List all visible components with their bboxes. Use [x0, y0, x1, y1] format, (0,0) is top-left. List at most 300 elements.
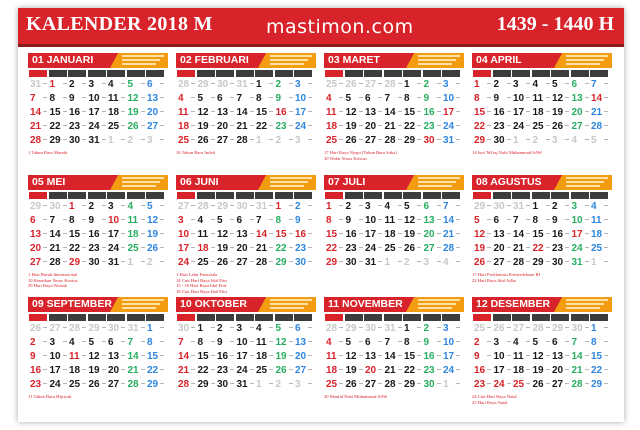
date-cell: 29	[69, 257, 89, 271]
date-cell: 31	[256, 201, 276, 215]
date-cell: 22	[474, 121, 494, 135]
date-cell: 30	[494, 135, 514, 149]
date-cell: 5	[217, 215, 237, 229]
date-cell: 3	[572, 201, 592, 215]
date-cell: 23	[424, 121, 444, 135]
date-cell: 26	[198, 135, 218, 149]
weekday-header	[68, 314, 86, 321]
date-cell: 20	[365, 365, 385, 379]
date-cell: 24	[513, 121, 533, 135]
weekday-header	[49, 70, 67, 77]
hijri-info-tab	[554, 175, 612, 190]
date-cell: 16	[552, 229, 572, 243]
holiday-note: 17 Hari Raya Nyepi (Tahun Baru Saka)	[324, 150, 397, 155]
date-cell: 31	[365, 257, 385, 271]
weekday-header	[403, 314, 421, 321]
date-cell: 19	[198, 121, 218, 135]
date-cell: 8	[326, 215, 346, 229]
weekday-header	[294, 70, 312, 77]
month-name: 02 FEBRUARI	[180, 54, 249, 66]
date-cell: 8	[198, 337, 218, 351]
date-cell: 20	[237, 243, 257, 257]
date-cell: 29	[404, 379, 424, 393]
date-cell: 23	[494, 121, 514, 135]
date-cell: 25	[326, 379, 346, 393]
weekday-header	[423, 192, 441, 199]
weekday-header	[236, 192, 254, 199]
date-grid	[176, 79, 316, 151]
date-cell: 5	[346, 93, 366, 107]
date-cell: 17	[443, 107, 463, 121]
date-cell: 29	[276, 257, 296, 271]
date-cell: 1	[69, 201, 89, 215]
date-cell: 29	[346, 323, 366, 337]
date-cell: 27	[552, 379, 572, 393]
weekday-header	[364, 70, 382, 77]
date-grid	[324, 201, 464, 273]
date-cell: 24	[50, 379, 70, 393]
hijri-info-tab	[554, 53, 612, 68]
date-cell: 30	[108, 323, 128, 337]
holiday-note: 24 Cuti Hari Raya Natal	[472, 394, 517, 399]
date-cell: 3	[513, 79, 533, 93]
date-cell: 13	[237, 229, 257, 243]
weekday-header	[255, 314, 273, 321]
date-cell: 8	[50, 93, 70, 107]
date-cell: 21	[256, 243, 276, 257]
hijri-info-tab	[406, 53, 464, 68]
weekday-header	[493, 314, 511, 321]
date-cell: 1	[256, 379, 276, 393]
date-cell: 31	[237, 79, 257, 93]
date-cell: 30	[552, 257, 572, 271]
date-cell: 21	[128, 365, 148, 379]
date-grid	[28, 201, 168, 273]
date-cell: 21	[443, 229, 463, 243]
date-cell: 31	[513, 201, 533, 215]
date-cell: 3	[237, 323, 257, 337]
months-grid	[28, 53, 618, 418]
date-cell: 18	[385, 229, 405, 243]
hijri-info-tab	[258, 297, 316, 312]
date-cell: 29	[30, 201, 50, 215]
date-cell: 21	[513, 243, 533, 257]
date-cell: 4	[572, 135, 592, 149]
date-cell: 29	[326, 257, 346, 271]
date-cell: 16	[474, 365, 494, 379]
date-cell: 20	[147, 107, 167, 121]
hijri-info-tab	[554, 297, 612, 312]
date-cell: 22	[591, 365, 611, 379]
weekday-header	[512, 314, 530, 321]
date-cell: 29	[198, 379, 218, 393]
date-cell: 16	[30, 365, 50, 379]
weekday-header	[590, 314, 608, 321]
holiday-note: 15 - 16 Hari Raya Idul Fitri	[176, 283, 227, 288]
date-cell: 29	[474, 201, 494, 215]
date-cell: 28	[443, 243, 463, 257]
month-name: 01 JANUARI	[32, 54, 94, 66]
date-cell: 30	[346, 257, 366, 271]
date-cell: 8	[69, 215, 89, 229]
date-cell: 30	[89, 257, 109, 271]
weekday-header-row	[28, 192, 168, 199]
weekday-header	[216, 192, 234, 199]
weekday-header	[49, 192, 67, 199]
month-panel	[472, 175, 612, 293]
date-cell: 26	[533, 379, 553, 393]
date-cell: 10	[108, 215, 128, 229]
title-banner	[18, 8, 624, 44]
weekday-header	[88, 192, 106, 199]
weekday-header	[49, 314, 67, 321]
date-grid	[28, 323, 168, 395]
weekday-header	[107, 70, 125, 77]
date-cell: 18	[198, 243, 218, 257]
date-cell: 2	[404, 257, 424, 271]
weekday-header	[107, 314, 125, 321]
month-header	[324, 175, 464, 190]
date-cell: 26	[89, 379, 109, 393]
date-cell: 2	[89, 201, 109, 215]
date-cell: 11	[108, 93, 128, 107]
weekday-header	[216, 314, 234, 321]
date-cell: 15	[326, 229, 346, 243]
date-cell: 18	[326, 365, 346, 379]
month-name: 11 NOVEMBER	[328, 298, 403, 310]
holiday-notes	[28, 394, 168, 400]
date-cell: 4	[385, 201, 405, 215]
month-name: 05 MEI	[32, 176, 66, 188]
date-cell: 29	[198, 79, 218, 93]
holiday-note: 25 Hari Raya Natal	[472, 399, 508, 405]
date-cell: 7	[591, 79, 611, 93]
date-cell: 2	[69, 79, 89, 93]
date-cell: 20	[295, 351, 315, 365]
date-cell: 14	[128, 351, 148, 365]
date-cell: 14	[256, 229, 276, 243]
date-cell: 21	[591, 107, 611, 121]
weekday-header	[197, 70, 215, 77]
date-cell: 4	[326, 337, 346, 351]
date-cell: 30	[572, 323, 592, 337]
date-cell: 27	[50, 323, 70, 337]
weekday-header-row	[472, 70, 612, 77]
weekday-header	[236, 314, 254, 321]
month-panel	[176, 53, 316, 171]
date-cell: 1	[276, 201, 296, 215]
weekday-header	[127, 70, 145, 77]
weekday-header	[403, 192, 421, 199]
date-cell: 7	[178, 337, 198, 351]
date-cell: 1	[128, 257, 148, 271]
weekday-header	[590, 70, 608, 77]
month-header	[324, 53, 464, 68]
date-cell: 20	[424, 229, 444, 243]
date-cell: 17	[365, 229, 385, 243]
date-cell: 29	[404, 135, 424, 149]
date-cell: 31	[572, 257, 592, 271]
date-cell: 27	[108, 379, 128, 393]
date-cell: 22	[404, 121, 424, 135]
date-cell: 25	[256, 365, 276, 379]
holiday-notes	[324, 394, 464, 400]
date-cell: 9	[346, 215, 366, 229]
date-cell: 2	[30, 337, 50, 351]
date-cell: 21	[385, 121, 405, 135]
date-cell: 13	[147, 93, 167, 107]
date-cell: 4	[128, 201, 148, 215]
date-cell: 14	[50, 229, 70, 243]
date-cell: 26	[474, 257, 494, 271]
date-cell: 7	[513, 215, 533, 229]
date-cell: 19	[217, 243, 237, 257]
date-cell: 25	[326, 135, 346, 149]
weekday-header-row	[472, 314, 612, 321]
month-panel	[472, 53, 612, 171]
date-cell: 28	[513, 257, 533, 271]
date-cell: 26	[346, 379, 366, 393]
date-cell: 6	[424, 201, 444, 215]
date-cell: 15	[474, 107, 494, 121]
holiday-note: 14 Cuti Hari Raya Idul Fitri	[176, 277, 228, 283]
date-cell: 9	[69, 93, 89, 107]
date-cell: 23	[474, 379, 494, 393]
date-cell: 15	[147, 351, 167, 365]
date-cell: 14	[385, 107, 405, 121]
weekday-header	[88, 70, 106, 77]
date-cell: 13	[552, 351, 572, 365]
date-cell: 18	[513, 365, 533, 379]
month-panel	[472, 297, 612, 415]
date-cell: 19	[276, 351, 296, 365]
date-cell: 6	[552, 337, 572, 351]
date-cell: 5	[474, 215, 494, 229]
hijri-info-tab	[258, 53, 316, 68]
date-cell: 22	[256, 121, 276, 135]
date-cell: 1	[108, 135, 128, 149]
month-panel	[176, 297, 316, 415]
date-cell: 23	[69, 121, 89, 135]
date-cell: 19	[552, 107, 572, 121]
holiday-note: 16 Tahun Baru Imlek	[176, 150, 216, 155]
date-cell: 17	[237, 351, 257, 365]
weekday-header	[442, 192, 460, 199]
date-cell: 1	[513, 135, 533, 149]
date-cell: 9	[295, 215, 315, 229]
date-cell: 8	[591, 337, 611, 351]
date-cell: 3	[108, 201, 128, 215]
date-cell: 27	[178, 201, 198, 215]
date-cell: 11	[533, 93, 553, 107]
weekday-header	[177, 70, 195, 77]
month-header	[176, 175, 316, 190]
date-cell: 26	[276, 365, 296, 379]
weekday-header	[442, 314, 460, 321]
date-cell: 23	[89, 243, 109, 257]
date-cell: 7	[385, 337, 405, 351]
date-cell: 17	[443, 351, 463, 365]
date-cell: 10	[513, 93, 533, 107]
holiday-note: 30 Wafat Yesus Kristus	[324, 155, 367, 161]
date-cell: 13	[217, 107, 237, 121]
date-cell: 28	[69, 323, 89, 337]
date-cell: 24	[178, 257, 198, 271]
weekday-header	[551, 70, 569, 77]
date-cell: 1	[198, 323, 218, 337]
date-cell: 27	[365, 135, 385, 149]
date-cell: 24	[443, 121, 463, 135]
date-cell: 31	[443, 135, 463, 149]
weekday-header	[325, 70, 343, 77]
date-cell: 26	[404, 243, 424, 257]
date-cell: 7	[385, 93, 405, 107]
date-cell: 1	[533, 201, 553, 215]
date-cell: 6	[237, 215, 257, 229]
date-cell: 6	[365, 93, 385, 107]
date-cell: 28	[237, 135, 257, 149]
date-cell: 9	[474, 351, 494, 365]
date-cell: 29	[50, 135, 70, 149]
date-cell: 31	[89, 135, 109, 149]
date-cell: 11	[256, 337, 276, 351]
date-cell: 22	[326, 243, 346, 257]
date-cell: 25	[326, 79, 346, 93]
weekday-header	[493, 70, 511, 77]
date-cell: 29	[147, 379, 167, 393]
weekday-header	[532, 192, 550, 199]
date-cell: 27	[237, 257, 257, 271]
holiday-notes	[472, 394, 612, 405]
weekday-header	[364, 192, 382, 199]
date-cell: 23	[552, 243, 572, 257]
weekday-header	[345, 192, 363, 199]
date-cell: 8	[404, 93, 424, 107]
date-cell: 16	[276, 107, 296, 121]
weekday-header	[473, 314, 491, 321]
date-cell: 3	[295, 135, 315, 149]
date-cell: 16	[346, 229, 366, 243]
holiday-notes	[324, 150, 464, 161]
date-cell: 21	[385, 365, 405, 379]
weekday-header	[423, 70, 441, 77]
date-cell: 3	[50, 337, 70, 351]
date-cell: 19	[346, 365, 366, 379]
weekday-header	[107, 192, 125, 199]
date-cell: 28	[30, 135, 50, 149]
date-cell: 15	[404, 351, 424, 365]
date-cell: 27	[424, 243, 444, 257]
date-cell: 18	[178, 121, 198, 135]
date-cell: 4	[178, 93, 198, 107]
date-cell: 26	[494, 323, 514, 337]
date-cell: 9	[276, 93, 296, 107]
date-cell: 3	[552, 135, 572, 149]
date-cell: 31	[385, 323, 405, 337]
weekday-header	[29, 314, 47, 321]
date-cell: 5	[346, 337, 366, 351]
date-cell: 26	[217, 257, 237, 271]
date-cell: 22	[533, 243, 553, 257]
date-cell: 24	[237, 365, 257, 379]
weekday-header	[127, 314, 145, 321]
date-cell: 28	[50, 257, 70, 271]
month-panel	[324, 53, 464, 171]
date-cell: 29	[474, 135, 494, 149]
date-grid	[472, 323, 612, 395]
date-cell: 19	[474, 243, 494, 257]
date-cell: 18	[128, 229, 148, 243]
holiday-note: 1 Hari Lahir Pancasila	[176, 272, 218, 277]
date-cell: 1	[404, 323, 424, 337]
calendar-sheet	[18, 8, 624, 422]
weekday-header	[493, 192, 511, 199]
date-cell: 7	[256, 215, 276, 229]
date-cell: 2	[128, 135, 148, 149]
holiday-note: 10 Kenaikan Yesus Kristus	[28, 277, 78, 283]
hijri-info-tab	[110, 297, 168, 312]
month-name: 03 MARET	[328, 54, 380, 66]
date-cell: 2	[424, 323, 444, 337]
weekday-header	[275, 314, 293, 321]
date-cell: 11	[326, 351, 346, 365]
date-cell: 24	[89, 121, 109, 135]
weekday-header-row	[28, 70, 168, 77]
date-cell: 11	[69, 351, 89, 365]
date-grid	[28, 79, 168, 151]
hijri-year-title: 1439 - 1440 H	[496, 13, 614, 35]
date-cell: 4	[198, 215, 218, 229]
date-cell: 5	[198, 93, 218, 107]
date-cell: 14	[237, 107, 257, 121]
weekday-header	[275, 192, 293, 199]
date-cell: 28	[533, 323, 553, 337]
weekday-header	[512, 70, 530, 77]
date-cell: 13	[572, 93, 592, 107]
weekday-header	[68, 70, 86, 77]
date-cell: 5	[89, 337, 109, 351]
holiday-notes	[176, 272, 316, 294]
date-grid	[324, 79, 464, 151]
date-cell: 18	[591, 229, 611, 243]
holiday-notes	[472, 150, 612, 156]
date-cell: 2	[217, 323, 237, 337]
month-name: 12 DESEMBER	[476, 298, 551, 310]
date-cell: 7	[128, 337, 148, 351]
weekday-header	[29, 70, 47, 77]
date-cell: 4	[443, 257, 463, 271]
date-cell: 17	[513, 107, 533, 121]
date-cell: 6	[494, 215, 514, 229]
date-cell: 14	[178, 351, 198, 365]
date-cell: 7	[30, 93, 50, 107]
date-cell: 27	[365, 79, 385, 93]
date-cell: 24	[108, 243, 128, 257]
date-cell: 25	[533, 121, 553, 135]
weekday-header	[551, 314, 569, 321]
date-cell: 27	[147, 121, 167, 135]
date-cell: 25	[108, 121, 128, 135]
date-cell: 21	[50, 243, 70, 257]
holiday-note: 18 Cuti Hari Raya Idul Fitri	[176, 288, 228, 294]
date-cell: 8	[256, 93, 276, 107]
date-cell: 4	[513, 337, 533, 351]
weekday-header	[590, 192, 608, 199]
weekday-header	[177, 192, 195, 199]
date-cell: 11	[326, 107, 346, 121]
date-cell: 7	[443, 201, 463, 215]
date-cell: 10	[237, 337, 257, 351]
